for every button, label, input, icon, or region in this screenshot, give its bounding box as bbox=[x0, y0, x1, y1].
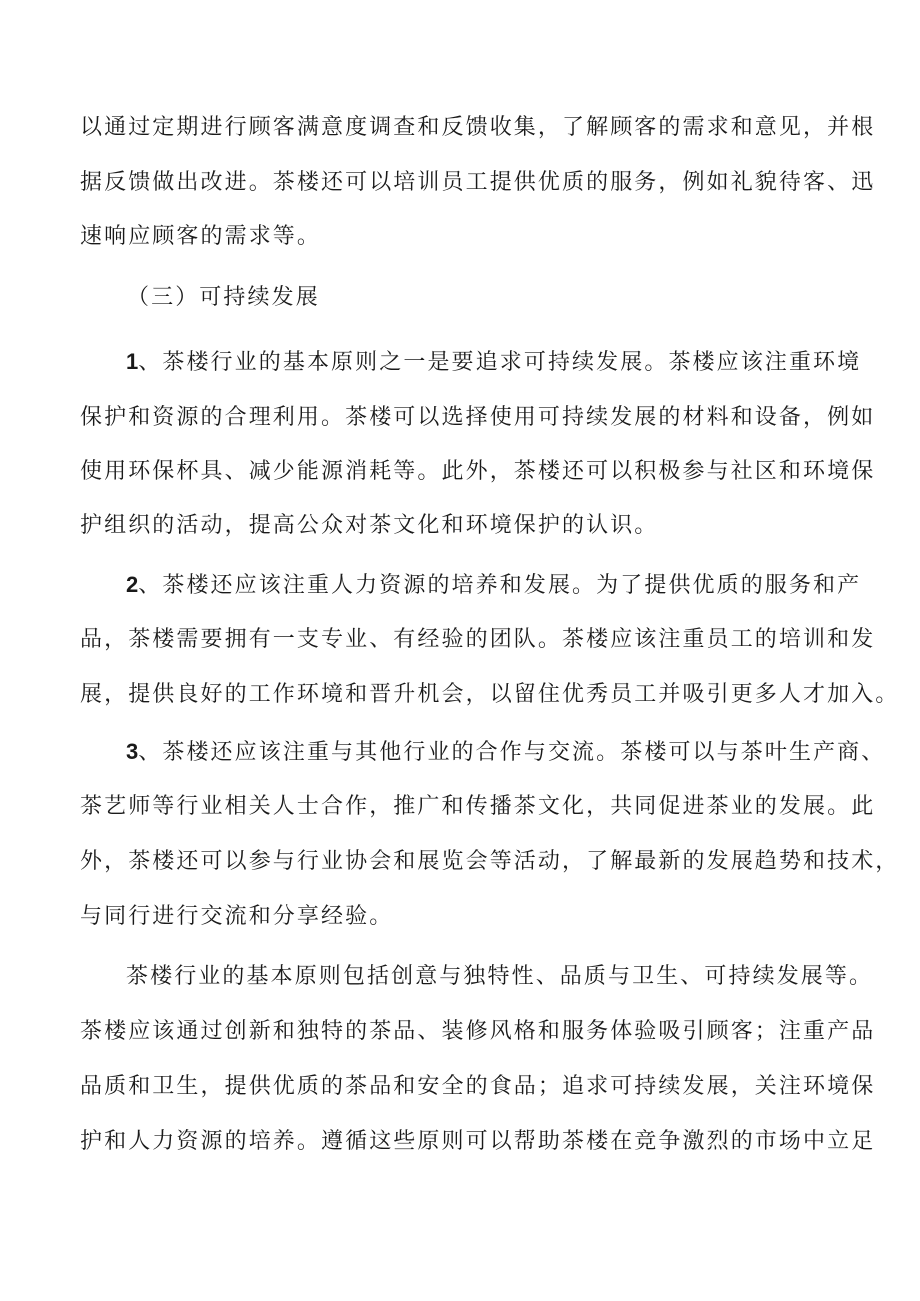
text-line bbox=[126, 570, 896, 600]
item-number: 1 bbox=[126, 349, 139, 374]
text-line: 以通过定期进行顾客满意度调查和反馈收集，了解顾客的需求和意见，并根 bbox=[80, 115, 876, 140]
text-line: 品，茶楼需要拥有一支专业、有经验的团队。茶楼应该注重员工的培训和发 bbox=[80, 627, 876, 652]
text-line: 品质和卫生，提供优质的茶品和安全的食品；追求可持续发展，关注环境保 bbox=[80, 1074, 876, 1099]
text-line: 与同行进行交流和分享经验。 bbox=[80, 904, 394, 929]
text-line: 据反馈做出改进。茶楼还可以培训员工提供优质的服务，例如礼貌待客、迅 bbox=[80, 170, 876, 195]
item-text: 、茶楼行业的基本原则之一是要追求可持续发展。茶楼应该注重环境 bbox=[138, 350, 862, 375]
text-line: 外，茶楼还可以参与行业协会和展览会等活动，了解最新的发展趋势和技术， bbox=[80, 849, 900, 874]
text-line: 茶楼行业的基本原则包括创意与独特性、品质与卫生、可持续发展等。 bbox=[126, 964, 874, 989]
text-line: 护组织的活动，提高公众对茶文化和环境保护的认识。 bbox=[80, 513, 659, 538]
text-line bbox=[126, 737, 896, 767]
text-line: 使用环保杯具、减少能源消耗等。此外，茶楼还可以积极参与社区和环境保 bbox=[80, 459, 876, 484]
item-text: 、茶楼还应该注重与其他行业的合作与交流。茶楼可以与茶叶生产商、 bbox=[138, 740, 886, 765]
item-number: 3 bbox=[126, 739, 139, 764]
text-line bbox=[126, 347, 896, 377]
item-text: 、茶楼还应该注重人力资源的培养和发展。为了提供优质的服务和产 bbox=[138, 573, 862, 598]
text-line: 护和人力资源的培养。遵循这些原则可以帮助茶楼在竞争激烈的市场中立足 bbox=[80, 1129, 876, 1154]
text-line: 茶楼应该通过创新和独特的茶品、装修风格和服务体验吸引顾客；注重产品 bbox=[80, 1019, 876, 1044]
text-line: 速响应顾客的需求等。 bbox=[80, 224, 322, 249]
item-number: 2 bbox=[126, 572, 139, 597]
text-line: 保护和资源的合理利用。茶楼可以选择使用可持续发展的材料和设备，例如 bbox=[80, 405, 876, 430]
text-line: 茶艺师等行业相关人士合作，推广和传播茶文化，共同促进茶业的发展。此 bbox=[80, 794, 876, 819]
text-line: 展，提供良好的工作环境和晋升机会，以留住优秀员工并吸引更多人才加入。 bbox=[80, 682, 900, 707]
section-heading: （三）可持续发展 bbox=[127, 285, 320, 310]
